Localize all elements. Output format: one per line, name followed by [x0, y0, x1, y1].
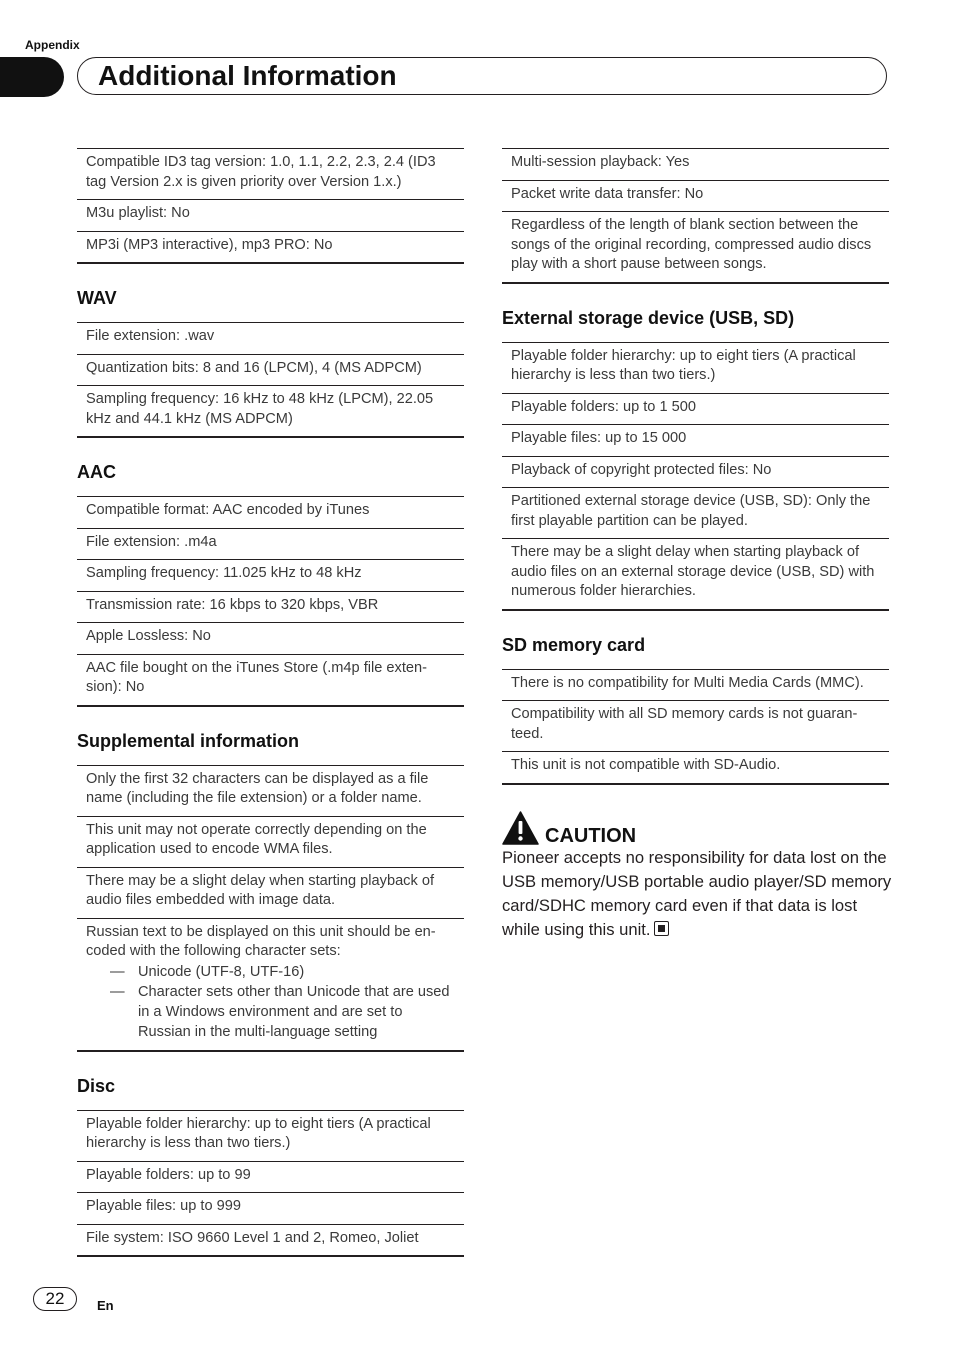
sd-card-heading: SD memory card — [502, 634, 646, 655]
aac-heading: AAC — [77, 462, 116, 482]
spec-row: This unit is not compatible with SD-Audio. — [502, 751, 889, 783]
caution-title: CAUTION — [545, 824, 637, 847]
spec-row: Apple Lossless: No — [77, 622, 464, 654]
aac-spec-table — [77, 496, 464, 707]
russian-intro: Russian text to be displayed on this unit should be en-coded with the following character sets: — [86, 923, 436, 959]
language-label: En — [97, 1298, 114, 1313]
mp3-spec-table — [77, 148, 464, 264]
spec-row: Playable folder hierarchy: up to eight tiers (A practical hierarchy is less than two tiers.) — [86, 1115, 431, 1152]
dash-bullet: — — [110, 963, 125, 980]
spec-row: Playable files: up to 15 000 — [502, 424, 889, 456]
dash-bullet: — — [110, 983, 125, 1000]
wav-heading: WAV — [77, 288, 117, 308]
spec-row: Regardless of the length of blank section between the songs of the original recording, compressed audio discs play with a short pause between songs. — [502, 211, 889, 282]
storage-spec-table — [502, 342, 889, 611]
spec-row: Partitioned external storage device (USB, SD): Only the first playable partition can be played. — [502, 487, 889, 538]
spec-row: Playable folder hierarchy: up to eight tiers (A practical hierarchy is less than two tiers.) — [511, 347, 856, 383]
charset-item — [86, 962, 458, 982]
spec-row: Compatible format: AAC encoded by iTunes — [86, 502, 370, 518]
warning-triangle-icon — [502, 811, 539, 845]
caution-block — [502, 809, 892, 942]
russian-text-row — [77, 918, 464, 1050]
spec-row: File extension: .m4a — [77, 528, 464, 560]
charset-item-text: Unicode (UTF-8, UTF-16) — [138, 963, 305, 980]
spec-row: Compatible ID3 tag version: 1.0, 1.1, 2.2, 2.3, 2.4 (ID3 tag Version 2.x is given priority over Version 1.x.) — [86, 154, 436, 190]
spec-row: Quantization bits: 8 and 16 (LPCM), 4 (MS ADPCM) — [77, 354, 464, 386]
charset-item-text: Character sets other than Unicode that are used in a Windows environment and are set to Russian in the multi-language setting — [138, 983, 450, 1041]
spec-row: There is no compatibility for Multi Media Cards (MMC). — [511, 674, 864, 691]
spec-row: MP3i (MP3 interactive), mp3 PRO: No — [77, 231, 464, 263]
supplemental-heading: Supplemental information — [77, 730, 300, 751]
spec-row: There may be a slight delay when starting playback of audio files embedded with image data. — [77, 867, 464, 918]
spec-row: Transmission rate: 16 kbps to 320 kbps, VBR — [77, 591, 464, 623]
spec-row: AAC file bought on the iTunes Store (.m4p file exten-sion): No — [77, 654, 464, 705]
spec-row: Sampling frequency: 11.025 kHz to 48 kHz — [77, 559, 464, 591]
spec-row: Multi-session playback: Yes — [511, 154, 690, 170]
section-label: Appendix — [25, 38, 80, 52]
spec-row: This unit may not operate correctly depending on the application used to encode WMA files. — [77, 816, 464, 867]
supplemental-table — [77, 765, 464, 1052]
disc-continued-table — [502, 148, 889, 284]
right-column — [502, 148, 892, 942]
spec-row: Playback of copyright protected files: No — [502, 456, 889, 488]
end-square-icon — [654, 921, 669, 936]
spec-row: File system: ISO 9660 Level 1 and 2, Romeo, Joliet — [77, 1224, 464, 1256]
section-tab — [0, 57, 64, 97]
caution-header — [502, 809, 889, 845]
disc-heading: Disc — [77, 1075, 116, 1096]
spec-row: Only the first 32 characters can be displayed as a file name (including the file extension) or a folder name. — [86, 770, 429, 806]
disc-spec-table — [77, 1110, 464, 1258]
spec-row: M3u playlist: No — [77, 199, 464, 231]
spec-row: Playable folders: up to 99 — [77, 1161, 464, 1193]
sd-card-table — [502, 669, 889, 785]
wav-spec-table — [77, 322, 464, 438]
spec-row: There may be a slight delay when starting playback of audio files on an external storage device (USB, SD) with numerous folder hierarchies. — [502, 538, 889, 609]
page-title: Additional Information — [98, 60, 397, 91]
spec-row: Sampling frequency: 16 kHz to 48 kHz (LPCM), 22.05 kHz and 44.1 kHz (MS ADPCM) — [77, 385, 464, 436]
spec-row: Compatibility with all SD memory cards is not guaran-teed. — [502, 700, 889, 751]
storage-heading: External storage device (USB, SD) — [502, 307, 795, 328]
caution-text — [502, 846, 897, 942]
title-frame — [77, 57, 887, 95]
charset-item — [86, 982, 458, 1043]
page-number: 22 — [33, 1287, 77, 1311]
spec-row: Playable files: up to 999 — [77, 1192, 464, 1224]
left-column — [77, 148, 464, 1257]
spec-row: Packet write data transfer: No — [502, 180, 889, 212]
spec-row: Playable folders: up to 1 500 — [502, 393, 889, 425]
caution-body: Pioneer accepts no responsibility for data lost on the USB memory/USB portable audio player/SD memory card/SDHC memory card even if that data is lost while using this unit. — [502, 847, 892, 939]
spec-row: File extension: .wav — [86, 328, 215, 344]
